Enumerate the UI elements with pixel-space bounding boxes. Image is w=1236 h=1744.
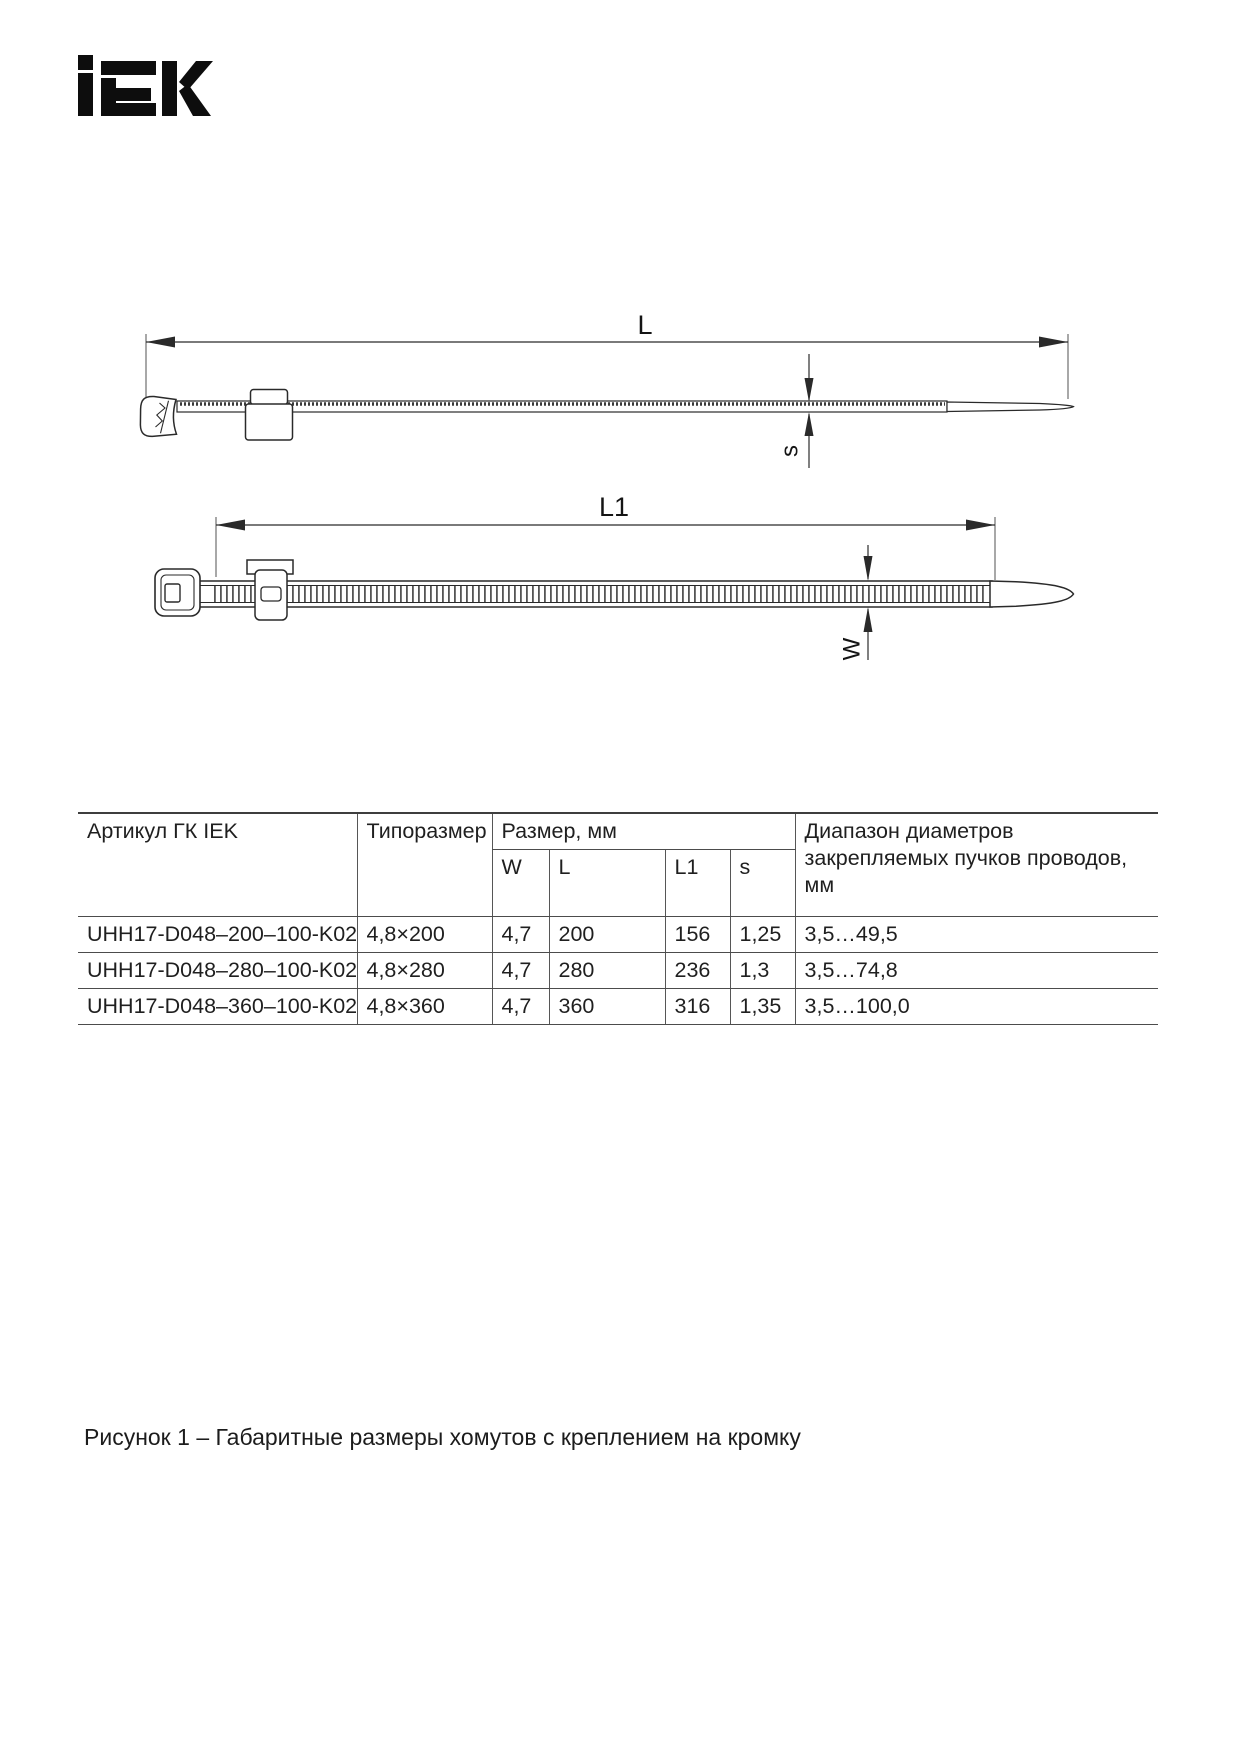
cell-range: 3,5…100,0 bbox=[795, 988, 1158, 1024]
top-view-tie-body bbox=[155, 560, 1074, 620]
header-l1: L1 bbox=[665, 849, 730, 916]
cell-w: 4,7 bbox=[492, 952, 549, 988]
cell-l: 200 bbox=[549, 916, 665, 952]
dimensions-table bbox=[78, 812, 1158, 1025]
dimension-L bbox=[146, 310, 1068, 399]
cell-l1: 156 bbox=[665, 916, 730, 952]
figure-caption: Рисунок 1 – Габаритные размеры хомутов с креплением на кромку bbox=[84, 1424, 801, 1450]
cell-w: 4,7 bbox=[492, 988, 549, 1024]
header-diameter-range: Диапазон диаметров закрепляемых пучков проводов, мм bbox=[795, 813, 1158, 916]
header-s: s bbox=[730, 849, 795, 916]
cell-type-size: 4,8×280 bbox=[357, 952, 492, 988]
header-w: W bbox=[492, 849, 549, 916]
dimension-L1 bbox=[216, 492, 995, 580]
cell-article: UHH17-D048–280–100-K02 bbox=[78, 952, 357, 988]
side-view-tie-body bbox=[140, 390, 1073, 441]
side-view-drawing bbox=[140, 310, 1073, 468]
top-view-drawing bbox=[155, 492, 1074, 660]
dim-label-L1: L1 bbox=[598, 492, 630, 522]
header-size-group: Размер, мм bbox=[492, 813, 795, 849]
cell-s: 1,35 bbox=[730, 988, 795, 1024]
cell-s: 1,25 bbox=[730, 916, 795, 952]
cell-l: 280 bbox=[549, 952, 665, 988]
dim-label-L: L bbox=[637, 310, 653, 340]
cell-article: UHH17-D048–200–100-K02 bbox=[78, 916, 357, 952]
header-type-size: Типоразмер bbox=[357, 813, 492, 916]
cell-type-size: 4,8×200 bbox=[357, 916, 492, 952]
dim-label-W: W bbox=[838, 637, 866, 661]
cell-l1: 236 bbox=[665, 952, 730, 988]
cell-s: 1,3 bbox=[730, 952, 795, 988]
table-header bbox=[78, 813, 1158, 916]
table-row bbox=[78, 988, 1158, 1024]
dim-label-s: s bbox=[776, 445, 804, 457]
cell-range: 3,5…49,5 bbox=[795, 916, 1158, 952]
cable-tie-drawings bbox=[0, 0, 1236, 700]
cell-l: 360 bbox=[549, 988, 665, 1024]
header-article: Артикул ГК IEK bbox=[78, 813, 357, 916]
cell-l1: 316 bbox=[665, 988, 730, 1024]
table-row bbox=[78, 952, 1158, 988]
cell-range: 3,5…74,8 bbox=[795, 952, 1158, 988]
cell-type-size: 4,8×360 bbox=[357, 988, 492, 1024]
header-l: L bbox=[549, 849, 665, 916]
cell-w: 4,7 bbox=[492, 916, 549, 952]
cell-article: UHH17-D048–360–100-K02 bbox=[78, 988, 357, 1024]
table-row bbox=[78, 916, 1158, 952]
